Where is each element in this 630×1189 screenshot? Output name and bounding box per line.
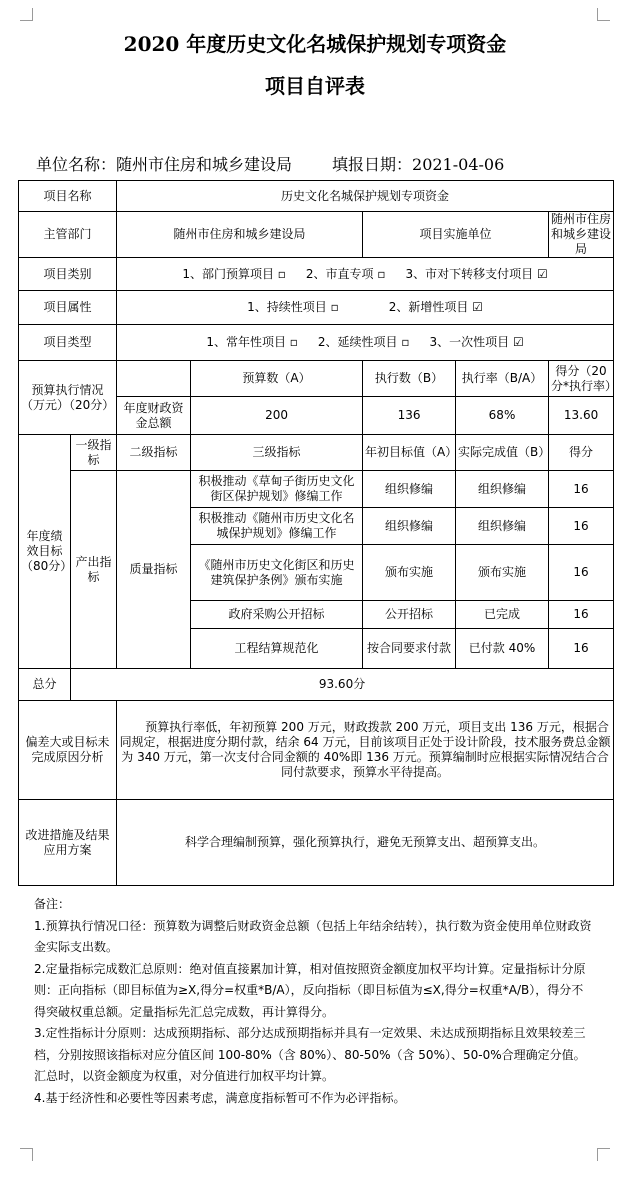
impl-label: 项目实施单位 [363, 212, 549, 258]
corner-mark [20, 1148, 33, 1161]
l3-value: 工程结算规范化 [191, 629, 363, 669]
page-title: 2020 年度历史文化名城保护规划专项资金 [123, 32, 507, 56]
category-option: 3、市对下转移支付项目 ☑ [405, 266, 548, 281]
deviation-label: 偏差大或目标未完成原因分析 [19, 701, 117, 800]
actual-value: 组织修编 [456, 508, 549, 545]
improve-text: 科学合理编制预算，强化预算执行，避免无预算支出、超预算支出。 [117, 800, 614, 886]
actual-value: 组织修编 [456, 471, 549, 508]
target-value: 组织修编 [363, 508, 456, 545]
improve-label: 改进措施及结果应用方案 [19, 800, 117, 886]
target-value: 按合同要求付款 [363, 629, 456, 669]
type-options [117, 325, 614, 361]
project-name-label: 项目名称 [19, 181, 117, 212]
l1-value: 产出指标 [71, 471, 117, 669]
category-option: 1、部门预算项目 ▫ [182, 266, 286, 281]
attr-option: 2、新增性项目 ☑ [388, 300, 483, 314]
project-name-value: 历史文化名城保护规划专项资金 [117, 181, 614, 212]
score-header: 得分 [549, 435, 614, 471]
col-exec-header: 执行数（B） [363, 361, 456, 397]
row-score: 16 [549, 508, 614, 545]
l2-header: 二级指标 [117, 435, 191, 471]
deviation-text-cell [117, 701, 614, 800]
type-option: 1、常年性项目 ▫ [206, 335, 298, 349]
category-options [117, 258, 614, 291]
col-rate-header: 执行率（B/A） [456, 361, 549, 397]
note-item: 2.定量指标完成数汇总原则：绝对值直接累加计算，相对值按照资金额度加权平均计算。定量指标计分原则：正向指标（即目标值为≥X,得分=权重*B/A），反向指标（即目标值为≤X,得分=权重*A/B），得分不得突破权重总额。定量指标先汇总完成数，再计算得分。 [34, 961, 586, 1019]
col-budget-header: 预算数（A） [191, 361, 363, 397]
category-label: 项目类别 [19, 258, 117, 291]
actual-value: 已完成 [456, 601, 549, 629]
attr-options [117, 291, 614, 325]
rate-value: 68% [456, 397, 549, 435]
budget-label: 预算执行情况（万元）（20分） [19, 361, 117, 435]
target-value: 颁布实施 [363, 545, 456, 601]
notes [34, 894, 594, 1109]
type-option: 3、一次性项目 ☑ [429, 335, 524, 349]
l2-value: 质量指标 [117, 471, 191, 669]
evaluation-table [18, 180, 618, 886]
impl-value: 随州市住房和城乡建设局 [549, 212, 614, 258]
l3-value: 积极推动《草甸子街历史文化街区保护规划》修编工作 [191, 471, 363, 508]
corner-mark [20, 8, 33, 21]
type-option: 2、延续性项目 ▫ [317, 335, 410, 349]
dept-label: 主管部门 [19, 212, 117, 258]
corner-mark [597, 8, 610, 21]
target-value: 公开招标 [363, 601, 456, 629]
row-score: 16 [549, 629, 614, 669]
target-value: 组织修编 [363, 471, 456, 508]
note-item: 4.基于经济性和必要性等因素考虑，满意度指标暂可不作为必评指标。 [34, 1090, 406, 1105]
l3-value: 《随州市历史文化街区和历史建筑保护条例》颁布实施 [191, 545, 363, 601]
l3-header: 三级指标 [191, 435, 363, 471]
deviation-text: 预算执行率低，年初预算 200 万元，财政拨款 200 万元，项目支出 136 万元，根据合同规定，根据进度分期付款，结余 64 万元，目前该项目正处于设计阶段，技术服务费总金额为 340 万元，第一次支付合同金额的 40%即 136 万元。预算编制时应根据实际情况结合合同付款要求，预算水平待提高。 [119, 720, 611, 779]
l3-value: 积极推动《随州市历史文化名城保护规划》修编工作 [191, 508, 363, 545]
actual-header: 实际完成值（B） [456, 435, 549, 471]
actual-value: 已付款 40% [456, 629, 549, 669]
dept-value: 随州市住房和城乡建设局 [117, 212, 363, 258]
l3-value: 政府采购公开招标 [191, 601, 363, 629]
perf-label: 年度绩效目标（80分） [19, 435, 71, 669]
budget-value: 200 [191, 397, 363, 435]
row-score: 16 [549, 601, 614, 629]
type-label: 项目类型 [19, 325, 117, 361]
total-label: 总分 [19, 669, 71, 701]
attr-label: 项目属性 [19, 291, 117, 325]
category-option: 2、市直专项 ▫ [305, 266, 386, 281]
notes-heading: 备注： [34, 897, 71, 911]
note-item: 1.预算执行情况口径：预算数为调整后财政资金总额（包括上年结余结转），执行数为资金使用单位财政资金实际支出数。 [34, 918, 592, 954]
note-item: 3.定性指标计分原则：达成预期指标、部分达成预期指标并具有一定效果、未达成预期指标且效果较差三档，分别按照该指标对应分值区间 100-80%（含 80%）、80-50%（含 50%）、50-0%合理确定分值。汇总时，以资金额度为权重，对分值进行加权平均计算。 [34, 1026, 586, 1083]
col-score-header: 得分（20分*执行率） [549, 361, 614, 397]
page-subtitle: 项目自评表 [265, 74, 365, 98]
budget-row-label: 年度财政资金总额 [117, 397, 191, 435]
attr-option: 1、持续性项目 ▫ [247, 300, 339, 314]
row-score: 16 [549, 471, 614, 508]
total-value: 93.60分 [71, 669, 614, 701]
actual-value: 颁布实施 [456, 545, 549, 601]
corner-mark [597, 1148, 610, 1161]
report-date: 填报日期：2021-04-06 [332, 155, 505, 174]
exec-value: 136 [363, 397, 456, 435]
target-header: 年初目标值（A） [363, 435, 456, 471]
score-value: 13.60 [549, 397, 614, 435]
header-line [36, 152, 504, 175]
unit-name: 单位名称：随州市住房和城乡建设局 [36, 155, 293, 174]
budget-empty-cell [117, 361, 191, 397]
l1-header: 一级指标 [71, 435, 117, 471]
row-score: 16 [549, 545, 614, 601]
